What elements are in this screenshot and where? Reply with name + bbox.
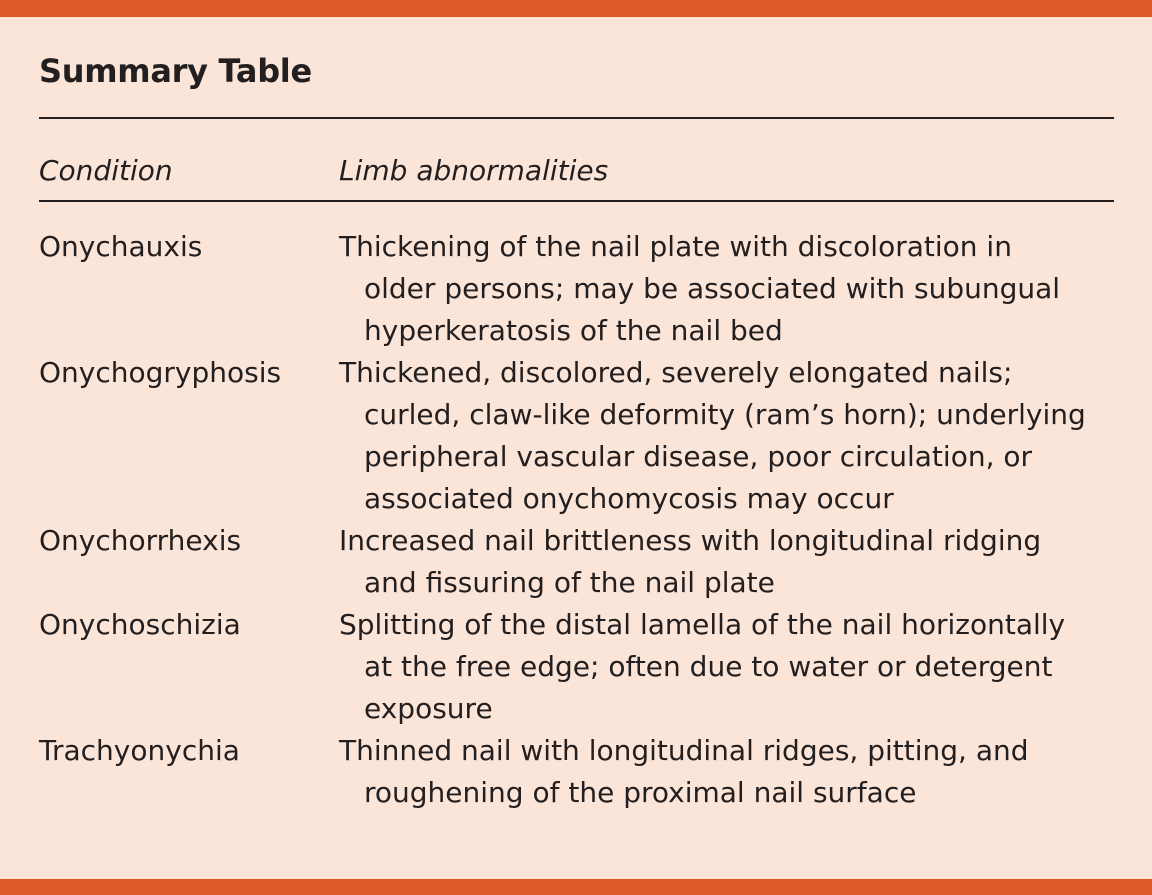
- table-row-onychogryphosis: [39, 352, 1114, 520]
- description-line: and fissuring of the nail plate: [364, 566, 775, 599]
- table-row-onychoschizia: [39, 604, 1114, 730]
- description-line: older persons; may be associated with subungual: [364, 272, 1061, 305]
- description-line: Thickening of the nail plate with discoloration in: [339, 230, 1012, 263]
- description-line: Thickened, discolored, severely elongated nails;: [339, 356, 1013, 389]
- description-line: at the free edge; often due to water or detergent: [364, 650, 1053, 683]
- table-row-onychorrhexis: [39, 520, 1114, 604]
- title-divider: [39, 117, 1114, 119]
- description-line: associated onychomycosis may occur: [364, 482, 894, 515]
- description-cell: [339, 226, 1114, 352]
- description-cell: [339, 604, 1114, 730]
- column-header-condition: Condition: [39, 154, 173, 187]
- condition-cell: Trachyonychia: [39, 734, 240, 767]
- description-cell: [339, 520, 1114, 604]
- description-cell: [339, 730, 1114, 814]
- description-line: curled, claw-like deformity (ram’s horn); underlying: [364, 398, 1086, 431]
- description-line: Thinned nail with longitudinal ridges, pitting, and: [339, 734, 1029, 767]
- bottom-accent-bar: [0, 879, 1152, 895]
- top-accent-bar: [0, 0, 1152, 17]
- condition-cell: Onychoschizia: [39, 608, 241, 641]
- column-header-limb-abnormalities: Limb abnormalities: [339, 154, 609, 187]
- condition-cell: Onychauxis: [39, 230, 203, 263]
- table-body: [39, 226, 1114, 814]
- description-line: Splitting of the distal lamella of the nail horizontally: [339, 608, 1066, 641]
- description-line: peripheral vascular disease, poor circulation, or: [364, 440, 1033, 473]
- condition-cell: Onychorrhexis: [39, 524, 242, 557]
- description-line: hyperkeratosis of the nail bed: [364, 314, 783, 347]
- description-cell: [339, 352, 1114, 520]
- condition-cell: Onychogryphosis: [39, 356, 282, 389]
- table-row-onychauxis: [39, 226, 1114, 352]
- description-line: Increased nail brittleness with longitudinal ridging: [339, 524, 1042, 557]
- table-row-trachyonychia: [39, 730, 1114, 814]
- table-title: Summary Table: [39, 52, 312, 90]
- description-line: roughening of the proximal nail surface: [364, 776, 917, 809]
- description-line: exposure: [364, 692, 493, 725]
- header-divider: [39, 200, 1114, 202]
